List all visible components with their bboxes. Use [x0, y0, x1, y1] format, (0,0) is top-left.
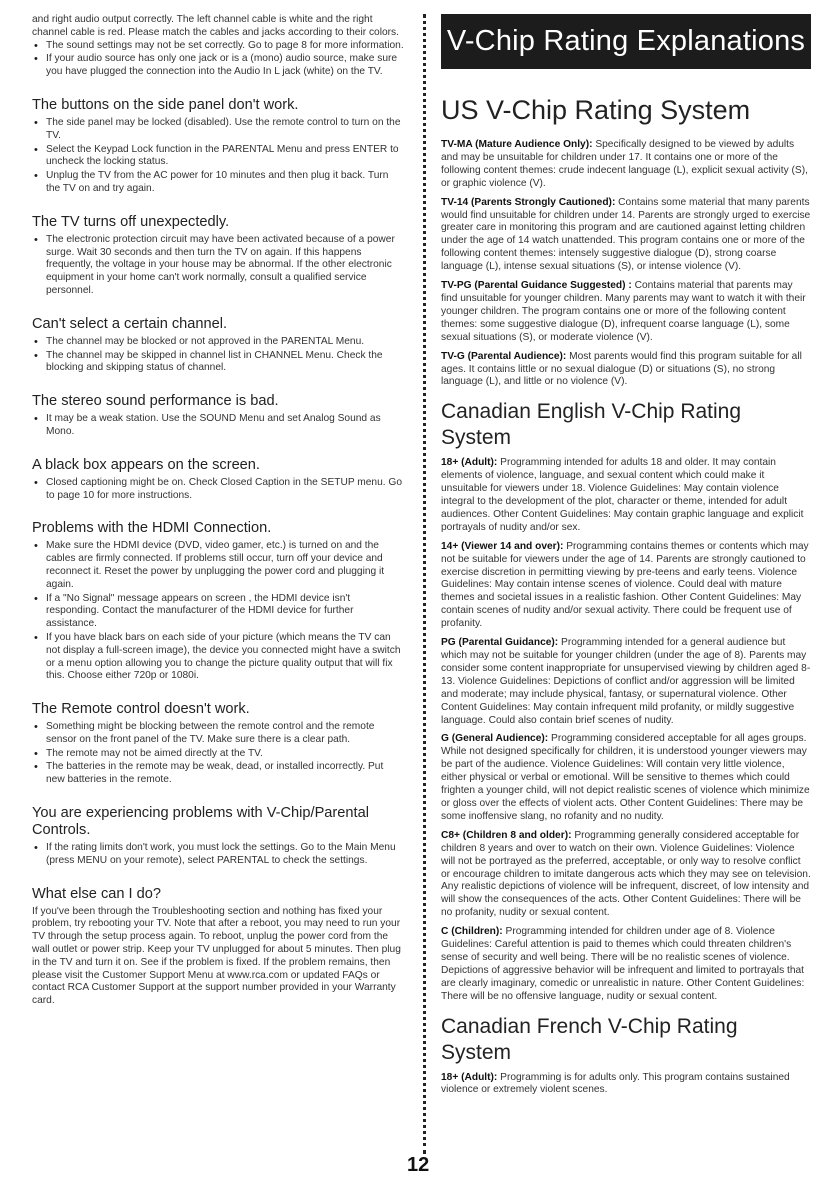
- list-item: • It may be a weak station. Use the SOUND Menu and set Analog Sound as Mono.: [32, 413, 404, 439]
- rating-text: Specifically designed to be viewed by adults and may be unsuitable for children under 17. It contains one or more of the following content themes: crude indecent language (L), explicit sexual activity (S), or graphic violence (V).: [441, 139, 808, 189]
- us-rating-title: US V-Chip Rating System: [441, 95, 751, 125]
- canadian-french-title: Canadian French V-Chip Rating System: [441, 1014, 738, 1064]
- rating-c: [441, 926, 811, 1003]
- canadian-english-title: Canadian English V-Chip Rating System: [441, 400, 742, 450]
- list-item: • The remote may not be aimed directly at the TV.: [32, 748, 404, 761]
- section-heading: The TV turns off unexpectedly.: [32, 213, 230, 230]
- rating-label: TV-G (Parental Audience):: [441, 350, 567, 362]
- rating-text: Most parents would find this program suitable for all ages. It contains little or no sexual dialogue (D) or situations (S), no strong language (L), and little or no violence (V).: [441, 350, 802, 388]
- list-item: • Closed captioning might be on. Check Closed Caption in the SETUP menu. Go to page 10 for more instructions.: [32, 477, 404, 503]
- list-item: • If you have black bars on each side of your picture (which means the TV can not display a full-screen image), the device you connected might have a switch or a menu option allowing you to change the picture quality output that will fix this. Choose either 720p or 1080i.: [32, 632, 404, 683]
- rating-label: 18+ (Adult):: [441, 1071, 498, 1083]
- rating-text: Contains material that parents may find unsuitable for younger children. Many parents may want to watch it with their younger children. The program contains one or more of the following content themes: some suggestive dialogue (D), infrequent coarse language (L), some sexual situations (S), or moderate violence (V).: [441, 280, 806, 343]
- rating-tv-pg: [441, 280, 811, 345]
- rating-g: [441, 733, 811, 823]
- list-item: • Something might be blocking between the remote control and the remote sensor on the front panel of the TV. Make sure there is a clear path.: [32, 721, 404, 747]
- list-item: • If the rating limits don't work, you must lock the settings. Go to the Main Menu (press MENU on your remote), select PARENTAL to check the settings.: [32, 842, 404, 868]
- list-item: • The side panel may be locked (disabled). Use the remote control to turn on the TV.: [32, 117, 404, 143]
- rating-label: G (General Audience):: [441, 733, 549, 745]
- canadian-english-ratings: [441, 457, 811, 1003]
- intro-text: and right audio output correctly. The left channel cable is white and the right channel cable is red. Please match the cables and jacks according to their colors.: [32, 14, 399, 38]
- rating-text: Programming contains themes or contents which may not be suitable for viewers under the age of 14. Parents are strongly cautioned to exercise discretion in permitting viewing by pre-teens and early teens. Violence Guidelines: May contain intense scenes of violence. Could deal with mature themes and societal issues in a realistic fashion. Other Content Guidelines: May contain scenes of nudity and/or sexual activity. There could be frequent use of profanity.: [441, 540, 809, 630]
- list-item: • Make sure the HDMI device (DVD, video gamer, etc.) is turned on and the cables are firmly connected. If problems still occur, turn off your device and reconnect it. Reset the power by unplugging the power cord and plugging it again.: [32, 540, 404, 591]
- list-item: • The channel may be blocked or not approved in the PARENTAL Menu.: [32, 336, 404, 349]
- us-ratings: [441, 139, 811, 389]
- section-heading: What else can I do?: [32, 885, 161, 902]
- section-side-panel: [32, 97, 404, 196]
- what-else-text: If you've been through the Troubleshooting section and nothing has fixed your problem, try rebooting your TV. Note that after a reboot, you may need to run your TV through the setup process again. To reboot, unplug the power cord from the wall outlet or power strip. Keep your TV unplugged for about 5 minutes. Then plug in the TV and turn it on. See if the problem is fixed. If the problem remains, then please visit the Customer Support Menu at www.rca.com or updated FAQs or contact RCA Customer Support at the support number provided in your Warranty card.: [32, 905, 401, 1007]
- rating-label: 18+ (Adult):: [441, 457, 498, 469]
- page-number: 12: [407, 1154, 430, 1176]
- section-hdmi: [32, 520, 404, 683]
- rating-label: TV-14 (Parents Strongly Cautioned):: [441, 196, 616, 208]
- column-divider: [423, 14, 426, 1154]
- rating-label: C (Children):: [441, 926, 503, 938]
- list-item: • If a "No Signal" message appears on screen , the HDMI device isn't responding. Contact the manufacturer of the HDMI device for further assistance.: [32, 593, 404, 631]
- rating-text: Programming intended for a general audience but which may not be suitable for younger children (under the age of 8). Parents may consider some content inappropriate for unsupervised viewing by children aged 8-13. Violence Guidelines: Depictions of conflict and/or aggression will be limited and moderate; may include physical, fantasy, or supernatural violence. Other Content Guidelines: May contain infrequent mild profanity, or mildly suggestive language. Could also contain brief scenes of nudity.: [441, 637, 811, 726]
- rating-text: Programming is for adults only. This program contains sustained violence or extremely violent scenes.: [441, 1071, 790, 1096]
- rating-label: TV-PG (Parental Guidance Suggested) :: [441, 280, 632, 292]
- list-item: • The electronic protection circuit may have been activated because of a power surge. Wait 30 seconds and then turn the TV on again. If this happens frequently, the voltage in your house may be abnormal. If the other electronic equipment in your home can't work normally, consult a qualified service personnel.: [32, 234, 404, 298]
- section-heading: You are experiencing problems with V-Chip/Parental Controls.: [32, 805, 369, 839]
- section-what-else: [32, 886, 404, 1008]
- rating-text: Programming considered acceptable for all ages groups. While not designed specifically for children, it is understood younger viewers may be part of the audience. Violence Guidelines: Will contain very little violence, either physical or verbal or emotional. Will be sensitive to themes which could frighten a younger child, will not depict realistic scenes of violence which minimize or gloss over the effects of violent acts. Other Content Guidelines: There may be some inoffensive slang, no rofanity and no nudity.: [441, 733, 810, 822]
- section-heading: The buttons on the side panel don't work.: [32, 96, 299, 113]
- vchip-column: [441, 14, 811, 1103]
- section-heading: Problems with the HDMI Connection.: [32, 520, 272, 537]
- section-heading: A black box appears on the screen.: [32, 456, 260, 473]
- list-item: • Select the Keypad Lock function in the PARENTAL Menu and press ENTER to uncheck the locking status.: [32, 144, 404, 170]
- section-black-box: [32, 457, 404, 503]
- rating-text: Programming generally considered acceptable for children 8 years and over to watch on their own. Violence Guidelines: Violence will not be portrayed as the preferred, acceptable, or only way to resolve conflict or encourage children to imitate dangerous acts which they may see on television. Any realistic depictions of violence will be infrequent, discreet, of low intensity and will show the consequences of the acts. Other Content Guidelines: There will be no profanity, nudity or sexual content.: [441, 829, 811, 919]
- rating-label: C8+ (Children 8 and older):: [441, 829, 572, 841]
- list-item: • The batteries in the remote may be weak, dead, or installed incorrectly. Put new batteries in the remote.: [32, 761, 404, 787]
- list-item: • The channel may be skipped in channel list in CHANNEL Menu. Check the blocking and skipping status of channel.: [32, 350, 404, 376]
- rating-pg: [441, 637, 811, 727]
- section-heading: The Remote control doesn't work.: [32, 701, 250, 718]
- rating-label: PG (Parental Guidance):: [441, 637, 559, 649]
- canadian-french-ratings: [441, 1072, 811, 1098]
- rating-text: Contains some material that many parents would find unsuitable for children under 14. Parents are strongly urged to exercise greater care in monitoring this program and are cautioned against letting children under the age of 14 watch unattended. This program contains one or more of the following content themes: intensely suggestive dialogue (D), strong coarse language (L), intense sexual situations (S), or intense violence (V).: [441, 196, 811, 273]
- rating-text: Programming intended for adults 18 and older. It may contain elements of violence, language, and sexual content which could make it unsuitable for viewers under 18. Violence Guidelines: May contain violence integral to the development of the plot, character or theme, intended for adult audiences. Other Content Guidelines: May contain graphic language and explicit portrayals of nudity and/or sex.: [441, 457, 804, 533]
- section-vchip-problems: [32, 805, 404, 868]
- rating-tv-14: [441, 197, 811, 274]
- rating-fr-18-plus: [441, 1072, 811, 1098]
- troubleshooting-column: [32, 14, 404, 1008]
- section-stereo: [32, 393, 404, 439]
- rating-tv-ma: [441, 139, 811, 191]
- section-channel: [32, 316, 404, 375]
- rating-14-plus: [441, 541, 811, 631]
- section-remote: [32, 701, 404, 787]
- list-item: • The sound settings may not be set correctly. Go to page 8 for more information.: [32, 40, 404, 53]
- rating-label: TV-MA (Mature Audience Only):: [441, 139, 593, 150]
- rating-c8-plus: [441, 830, 811, 920]
- section-heading: The stereo sound performance is bad.: [32, 393, 279, 410]
- page-title-banner: V-Chip Rating Explanations: [441, 14, 811, 69]
- list-item: • Unplug the TV from the AC power for 10 minutes and then plug it back. Turn the TV on and try again.: [32, 170, 404, 196]
- rating-18-plus: [441, 457, 811, 534]
- rating-text: Programming intended for children under age of 8. Violence Guidelines: Careful attention is paid to themes which could threaten children's sense of security and well being. There will be no realistic scenes of violence. Depictions of aggressive behavior will be infrequent and limited to portrayals that are clearly imaginary, comedic or unrealistic in nature. Other Content Guidelines: There will be no offensive language, nudity or sexual content.: [441, 926, 805, 1002]
- section-tv-turns-off: [32, 214, 404, 298]
- intro-bullets: [32, 40, 404, 79]
- rating-label: 14+ (Viewer 14 and over):: [441, 540, 564, 552]
- rating-tv-g: [441, 351, 811, 390]
- section-heading: Can't select a certain channel.: [32, 315, 228, 332]
- list-item: • If your audio source has only one jack or is a (mono) audio source, make sure you have plugged the connection into the Audio In L jack (white) on the TV.: [32, 53, 404, 79]
